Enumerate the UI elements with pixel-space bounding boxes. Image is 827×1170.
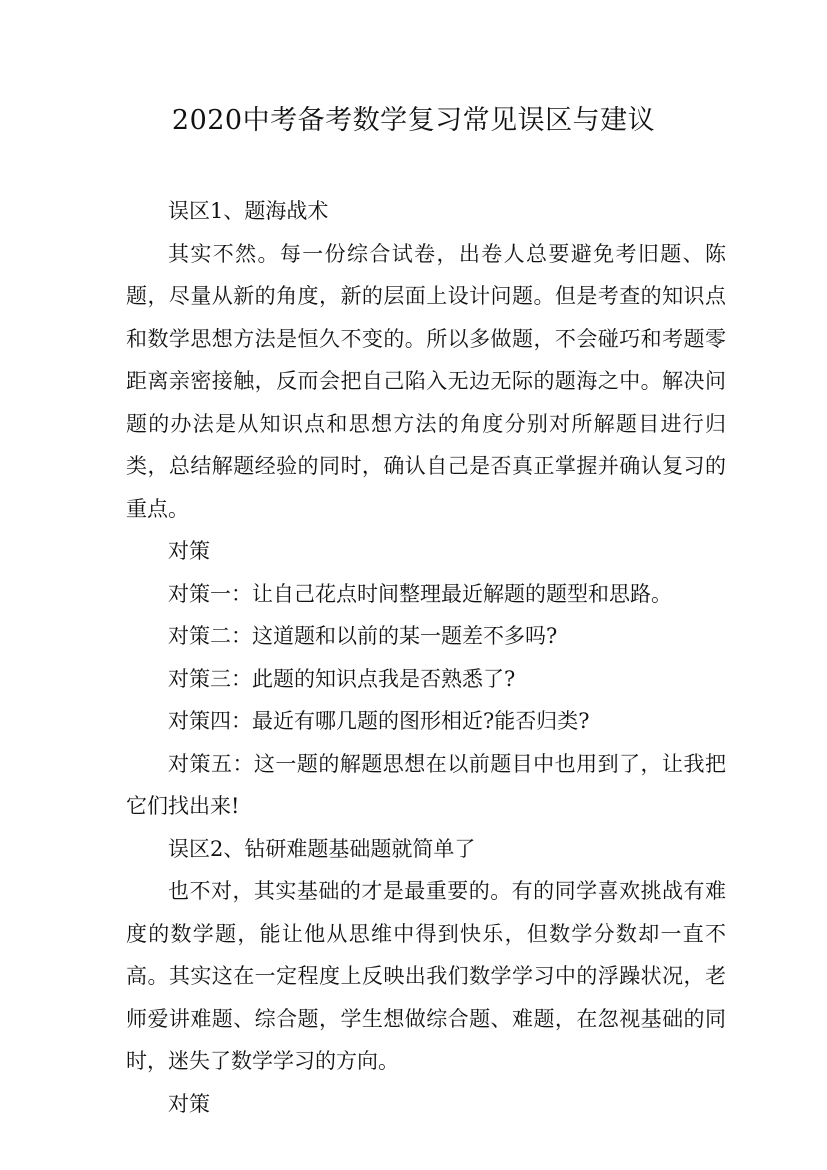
section-heading-misconception-1: 误区1、题海战术	[168, 199, 329, 223]
strategy-item-5: 对策五：这一题的解题思想在以前题目中也用到了，让我把它们找出来!	[126, 751, 726, 818]
strategy-item-4: 对策四：最近有哪几题的图形相近?能否归类?	[168, 709, 590, 733]
page-title: 2020中考备考数学复习常见误区与建议	[171, 105, 656, 136]
body-paragraph: 其实不然。每一份综合试卷，出卷人总要避免考旧题、陈题，尽量从新的角度，新的层面上设计问题。但是考查的知识点和数学思想方法是恒久不变的。所以多做题，不会碰巧和考题零距离亲密接触，反而会把自己陷入无边无际的题海之中。解决问题的办法是从知识点和思想方法的角度分别对所解题目进行归类，总结解题经验的同时，确认自己是否真正掌握并确认复习的重点。	[126, 241, 726, 521]
strategy-item-1: 对策一：让自己花点时间整理最近解题的题型和思路。	[168, 581, 672, 606]
section-heading-strategy: 对策	[168, 539, 210, 563]
strategy-item-3: 对策三：此题的知识点我是否熟悉了?	[168, 666, 516, 691]
section-heading-misconception-2: 误区2、钻研难题基础题就简单了	[168, 836, 476, 861]
section-heading-strategy: 对策	[168, 1091, 210, 1116]
document-body	[126, 190, 726, 1125]
strategy-item-2: 对策二：这道题和以前的某一题差不多吗?	[168, 624, 558, 648]
body-paragraph: 也不对，其实基础的才是最重要的。有的同学喜欢挑战有难度的数学题，能让他从思维中得到快乐，但数学分数却一直不高。其实这在一定程度上反映出我们数学学习中的浮躁状况，老师爱讲难题、综合题，学生想做综合题、难题，在忽视基础的同时，迷失了数学学习的方向。	[126, 879, 726, 1073]
